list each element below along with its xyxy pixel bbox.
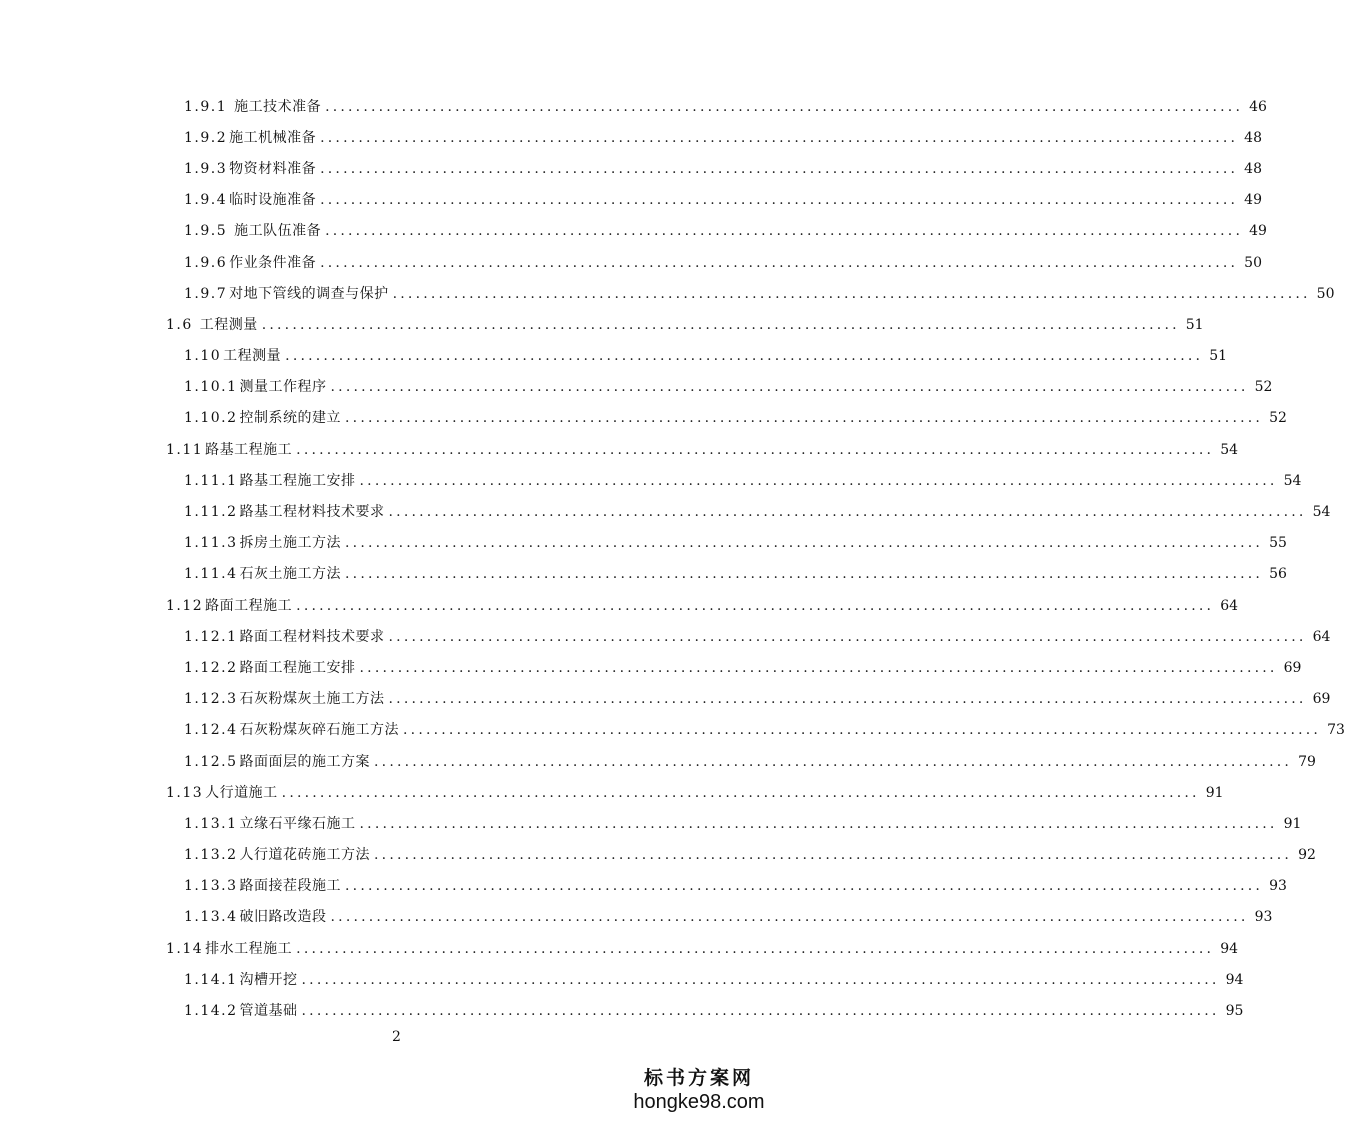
toc-dot-leader: ........................................................................................................................ [261, 316, 1180, 333]
toc-entry-label [184, 755, 374, 769]
toc-entry-page: 52 [1269, 410, 1287, 427]
toc-dot-leader: ........................................................................................................................ [345, 878, 1264, 895]
toc-entry-number: 1.11.2 [184, 504, 238, 521]
toc-entry-label [166, 599, 296, 613]
toc-entry-number: 1.13.3 [184, 878, 238, 895]
toc-entry-page: 91 [1283, 815, 1302, 832]
toc-entry-label [184, 224, 325, 238]
toc-entry-label [184, 567, 345, 581]
toc-dot-leader: ........................................................................................................................ [345, 535, 1264, 552]
toc-entry-page: 69 [1283, 659, 1302, 676]
toc-entry-title: 施工技术准备 [229, 98, 322, 115]
toc-entry-title: 破旧路改造段 [239, 909, 327, 926]
watermark-site-name: 标书方案网 [643, 1067, 754, 1089]
toc-entry-title: 路基工程施工 [205, 441, 293, 458]
toc-entry-page: 52 [1254, 379, 1273, 396]
toc-entry[interactable] [0, 403, 1287, 434]
toc-entry[interactable] [0, 247, 1262, 278]
toc-entry-title: 管道基础 [239, 1003, 298, 1020]
toc-entry-title: 路基工程施工安排 [239, 472, 356, 489]
toc-dot-leader: ........................................................................................................................ [374, 847, 1293, 864]
toc-entry-page: 69 [1312, 691, 1331, 708]
toc-entry-number: 1.11 [166, 441, 204, 458]
toc-entry-number: 1.13.4 [184, 909, 238, 926]
toc-dot-leader: ........................................................................................................................ [325, 223, 1244, 240]
toc-entry-number: 1.13 [166, 784, 204, 801]
toc-entry-label [184, 692, 389, 706]
toc-entry-number: 1.12.2 [184, 659, 238, 676]
toc-entry-label [184, 723, 403, 737]
toc-entry-number: 1.10.2 [184, 410, 238, 427]
toc-dot-leader: ........................................................................................................................ [359, 472, 1278, 489]
toc-entry-title: 人行道施工 [205, 784, 278, 801]
toc-entry-label [184, 256, 320, 270]
toc-entry-number: 1.9.1 [184, 98, 228, 115]
toc-entry-page: 54 [1312, 504, 1331, 521]
toc-entry-label [184, 661, 360, 675]
toc-entry-page: 50 [1316, 285, 1335, 302]
toc-entry[interactable] [0, 434, 1239, 465]
toc-entry-page: 48 [1244, 129, 1262, 146]
toc-entry-number: 1.9.5 [184, 223, 228, 240]
toc-entry-title: 石灰粉煤灰碎石施工方法 [239, 722, 400, 739]
toc-entry-page: 49 [1249, 223, 1267, 240]
toc-entry-page: 55 [1269, 535, 1287, 552]
toc-entry-page: 54 [1283, 472, 1302, 489]
toc-entry[interactable] [0, 496, 1331, 527]
toc-entry-page: 51 [1185, 316, 1204, 333]
toc-entry[interactable] [0, 216, 1267, 247]
toc-entry-number: 1.9.7 [184, 285, 228, 302]
toc-entry-label [184, 879, 345, 893]
toc-entry-page: 94 [1225, 971, 1244, 988]
toc-entry-page: 79 [1298, 753, 1316, 770]
toc-entry-page: 94 [1220, 940, 1239, 957]
toc-entry-label [184, 411, 345, 425]
toc-entry[interactable] [0, 528, 1287, 559]
toc-entry-title: 石灰粉煤灰土施工方法 [239, 691, 385, 708]
toc-entry-title: 路面面层的施工方案 [239, 753, 371, 770]
toc-entry-page: 48 [1244, 160, 1262, 177]
toc-entry[interactable] [0, 933, 1239, 964]
toc-entry-title: 排水工程施工 [205, 940, 293, 957]
toc-dot-leader: ........................................................................................................................ [301, 971, 1220, 988]
toc-entry-label [184, 1004, 302, 1018]
toc-entry-title: 路基工程材料技术要求 [239, 504, 385, 521]
toc-entry-title: 沟槽开挖 [239, 971, 298, 988]
toc-dot-leader: ........................................................................................................................ [296, 441, 1215, 458]
toc-entry-page: 51 [1209, 348, 1228, 365]
toc-entry-number: 1.14 [166, 940, 204, 957]
toc-dot-leader: ........................................................................................................................ [296, 940, 1215, 957]
toc-entry-label [184, 100, 325, 114]
toc-dot-leader: ........................................................................................................................ [403, 722, 1322, 739]
toc-entry-number: 1.14.2 [184, 1003, 238, 1020]
toc-entry[interactable] [0, 465, 1302, 496]
toc-entry-page: 50 [1244, 254, 1262, 271]
toc-entry-page: 73 [1327, 722, 1345, 739]
toc-entry-label [184, 131, 320, 145]
toc-entry-title: 石灰土施工方法 [239, 566, 342, 583]
toc-entry-label [184, 910, 331, 924]
toc-entry-page: 49 [1244, 192, 1262, 209]
toc-entry-title: 施工机械准备 [229, 129, 317, 146]
toc-dot-leader: ........................................................................................................................ [320, 160, 1239, 177]
toc-entry[interactable] [0, 590, 1239, 621]
toc-dot-leader: ........................................................................................................................ [388, 628, 1307, 645]
toc-entry-page: 46 [1249, 98, 1267, 115]
watermark-url: hongke98.com [633, 1091, 765, 1113]
toc-entry-title: 拆房土施工方法 [239, 535, 342, 552]
toc-entry-title: 路面工程材料技术要求 [239, 628, 385, 645]
toc-entry-label [184, 817, 360, 831]
toc-entry-page: 93 [1269, 878, 1287, 895]
toc-entry[interactable] [0, 278, 1335, 309]
toc-dot-leader: ........................................................................................................................ [330, 909, 1249, 926]
toc-entry-page: 92 [1298, 847, 1316, 864]
toc-entry-title: 对地下管线的调查与保护 [229, 285, 389, 302]
toc-entry[interactable] [0, 902, 1273, 933]
toc-dot-leader: ........................................................................................................................ [301, 1003, 1220, 1020]
toc-entry-title: 路面工程施工安排 [239, 659, 356, 676]
toc-entry-page: 91 [1205, 784, 1224, 801]
toc-entry-number: 1.13.1 [184, 815, 238, 832]
toc-entry-number: 1.13.2 [184, 847, 238, 864]
toc-dot-leader: ........................................................................................................................ [296, 597, 1215, 614]
toc-entry-number: 1.9.4 [184, 192, 228, 209]
toc-entry-label [184, 380, 331, 394]
toc-dot-leader: ........................................................................................................................ [374, 753, 1293, 770]
toc-entry-number: 1.12.1 [184, 628, 238, 645]
toc-dot-leader: ........................................................................................................................ [345, 410, 1264, 427]
toc-dot-leader: ........................................................................................................................ [325, 98, 1244, 115]
toc-entry-number: 1.12.5 [184, 753, 238, 770]
toc-entry[interactable] [0, 652, 1302, 683]
toc-entry-number: 1.9.2 [184, 129, 228, 146]
toc-entry-number: 1.12.4 [184, 722, 238, 739]
toc-entry-label [184, 162, 320, 176]
toc-entry[interactable] [0, 777, 1224, 808]
toc-entry[interactable] [0, 684, 1331, 715]
toc-entry-title: 作业条件准备 [229, 254, 317, 271]
toc-entry[interactable] [0, 153, 1262, 184]
toc-dot-leader: ........................................................................................................................ [320, 192, 1239, 209]
toc-dot-leader: ........................................................................................................................ [320, 129, 1239, 146]
toc-entry-label [184, 973, 302, 987]
toc-entry-label [184, 505, 389, 519]
toc-entry[interactable] [0, 871, 1287, 902]
toc-entry[interactable] [0, 309, 1204, 340]
toc-dot-leader: ........................................................................................................................ [388, 504, 1307, 521]
toc-entry-number: 1.9.3 [184, 160, 228, 177]
toc-entry[interactable] [0, 808, 1302, 839]
toc-entry-title: 工程测量 [194, 316, 258, 333]
toc-entry-title: 路面接茬段施工 [239, 878, 342, 895]
watermark-logo [619, 1066, 779, 1114]
toc-entry-label [184, 536, 345, 550]
toc-entry-number: 1.6 [166, 316, 193, 333]
toc-dot-leader: ........................................................................................................................ [359, 815, 1278, 832]
toc-entry-label [166, 786, 282, 800]
toc-entry-number: 1.14.1 [184, 971, 238, 988]
toc-dot-leader: ........................................................................................................................ [392, 285, 1311, 302]
toc-entry-label [166, 443, 296, 457]
toc-entry-label [184, 193, 320, 207]
toc-entry-title: 物资材料准备 [229, 160, 317, 177]
toc-entry-page: 64 [1220, 597, 1239, 614]
toc-entry[interactable] [0, 91, 1267, 122]
toc-entry[interactable] [0, 559, 1287, 590]
toc-entry-title: 临时设施准备 [229, 192, 317, 209]
toc-entry[interactable] [0, 122, 1262, 153]
toc-entry[interactable] [0, 341, 1228, 372]
toc-entry-number: 1.11.3 [184, 535, 238, 552]
toc-entry-page: 95 [1225, 1003, 1244, 1020]
toc-entry-title: 路面工程施工 [205, 597, 293, 614]
toc-dot-leader: ........................................................................................................................ [285, 348, 1204, 365]
toc-entry[interactable] [0, 964, 1244, 995]
toc-entry[interactable] [0, 185, 1262, 216]
toc-entry-number: 1.11.1 [184, 472, 238, 489]
toc-entry-title: 立缘石平缘石施工 [239, 815, 356, 832]
toc-entry[interactable] [0, 715, 1345, 746]
toc-entry-page: 54 [1220, 441, 1239, 458]
toc-dot-leader: ........................................................................................................................ [345, 566, 1264, 583]
toc-entry[interactable] [0, 995, 1244, 1026]
toc-entry-number: 1.9.6 [184, 254, 228, 271]
toc-entry-page: 93 [1254, 909, 1273, 926]
toc-dot-leader: ........................................................................................................................ [330, 379, 1249, 396]
toc-entry-number: 1.12 [166, 597, 204, 614]
toc-dot-leader: ........................................................................................................................ [359, 659, 1278, 676]
toc-entry[interactable] [0, 372, 1273, 403]
toc-entry-number: 1.11.4 [184, 566, 238, 583]
toc-entry-title: 施工队伍准备 [229, 223, 322, 240]
toc-entry-page: 56 [1269, 566, 1287, 583]
toc-entry-number: 1.12.3 [184, 691, 238, 708]
toc-dot-leader: ........................................................................................................................ [281, 784, 1200, 801]
toc-entry-number: 1.10.1 [184, 379, 238, 396]
toc-entry-title: 工程测量 [223, 348, 282, 365]
toc-entry-label [184, 287, 393, 301]
toc-entry-title: 测量工作程序 [239, 379, 327, 396]
toc-entry-title: 人行道花砖施工方法 [239, 847, 371, 864]
toc-entry-title: 控制系统的建立 [239, 410, 342, 427]
toc-entry-label [166, 318, 262, 332]
toc-entry-label [184, 630, 389, 644]
toc-dot-leader: ........................................................................................................................ [388, 691, 1307, 708]
toc-entry-label [166, 942, 296, 956]
toc-entry[interactable] [0, 746, 1316, 777]
toc-entry-page: 64 [1312, 628, 1331, 645]
toc-entry-number: 1.10 [184, 348, 222, 365]
toc-entry-label [184, 474, 360, 488]
toc-entry-label [184, 848, 374, 862]
toc-entry-label [184, 349, 285, 363]
toc-dot-leader: ........................................................................................................................ [320, 254, 1239, 271]
table-of-contents [0, 91, 1345, 1027]
toc-entry[interactable] [0, 840, 1316, 871]
page-number: 2 [392, 1029, 401, 1045]
toc-entry[interactable] [0, 621, 1331, 652]
